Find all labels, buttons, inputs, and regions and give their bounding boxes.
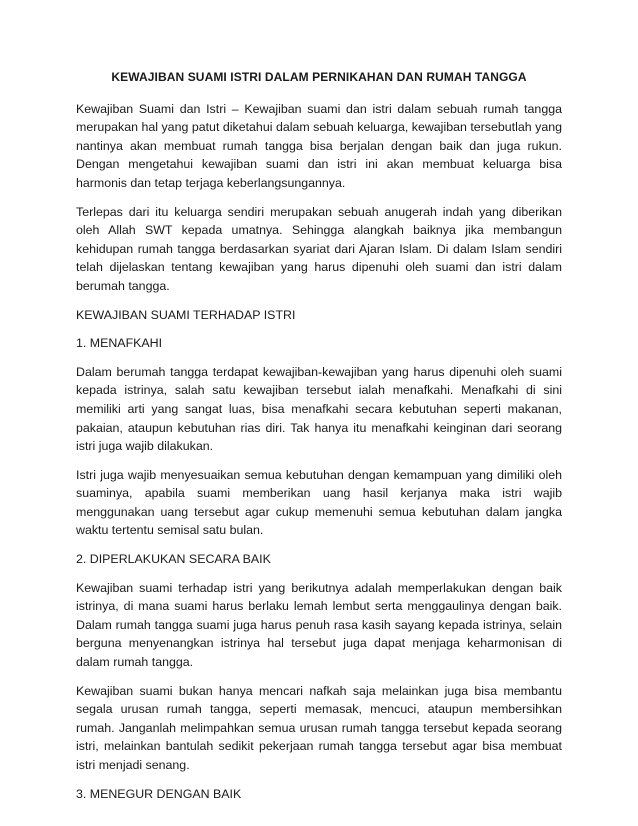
document-title: KEWAJIBAN SUAMI ISTRI DALAM PERNIKAHAN DAN RUMAH TANGGA xyxy=(111,70,527,84)
intro-paragraph-2: Terlepas dari itu keluarga sendiri merupakan sebuah anugerah indah yang diberikan oleh Allah SWT kepada umatnya. Sehingga alangkah baiknya jika membangun kehidupan rumah tangga berdasarkan syariat dari Ajaran Islam. Di dalam Islam sendiri telah dijelaskan tentang kewajiban yang harus dipenuhi oleh suami dan istri dalam berumah tangga. xyxy=(76,204,562,293)
point-2-heading: 2. DIPERLAKUKAN SECARA BAIK xyxy=(76,552,271,567)
intro-paragraph-1: Kewajiban Suami dan Istri – Kewajiban suami dan istri dalam sebuah rumah tangga merupakan hal yang patut diketahui dalam sebuah keluarga, kewajiban tersebutlah yang nantinya akan membuat rumah tangga bisa berjalan dengan baik dan juga rukun. Dengan mengetahui kewajiban suami dan istri ini akan membuat keluarga bisa harmonis dan tetap terjaga keberlangsungannya. xyxy=(76,101,562,190)
point-1-heading: 1. MENAFKAHI xyxy=(76,336,163,351)
point-3-heading: 3. MENEGUR DENGAN BAIK xyxy=(76,786,242,801)
section-heading: KEWAJIBAN SUAMI TERHADAP ISTRI xyxy=(76,307,296,322)
point-2-paragraph-2: Kewajiban suami bukan hanya mencari nafkah saja melainkan juga bisa membantu segala urusan rumah tangga, seperti memasak, mencuci, ataupun membersihkan rumah. Janganlah melimpahkan semua urusan rumah tangga tersebut kepada seorang istri, melainkan bantulah sedikit pekerjaan rumah tangga tersebut agar bisa membuat istri menjadi senang. xyxy=(76,683,562,772)
point-1-paragraph-1: Dalam berumah tangga terdapat kewajiban-kewajiban yang harus dipenuhi oleh suami kepada istrinya, salah satu kewajiban tersebut ialah menafkahi. Menafkahi di sini memiliki arti yang sangat luas, bisa menafkahi secara kebutuhan seperti makanan, pakaian, ataupun kebutuhan rias diri. Tak hanya itu menafkahi keinginan dari seorang istri juga wajib dilakukan. xyxy=(76,364,562,454)
point-1-paragraph-2: Istri juga wajib menyesuaikan semua kebutuhan dengan kemampuan yang dimiliki oleh suaminya, apabila suami memberikan uang hasil kerjanya maka istri wajib menggunakan uang tersebut agar cukup memenuhi semua kebutuhan dalam jangka waktu tertentu semisal satu bulan. xyxy=(76,467,562,538)
point-2-paragraph-1: Kewajiban suami terhadap istri yang berikutnya adalah memperlakukan dengan baik istrinya, di mana suami harus berlaku lemah lembut serta menggaulinya dengan baik. Dalam rumah tangga suami juga harus penuh rasa kasih sayang kepada istrinya, selain berguna menyenangkan istrinya hal tersebut juga dapat menjaga keharmonisan di dalam rumah tangga. xyxy=(76,580,562,670)
